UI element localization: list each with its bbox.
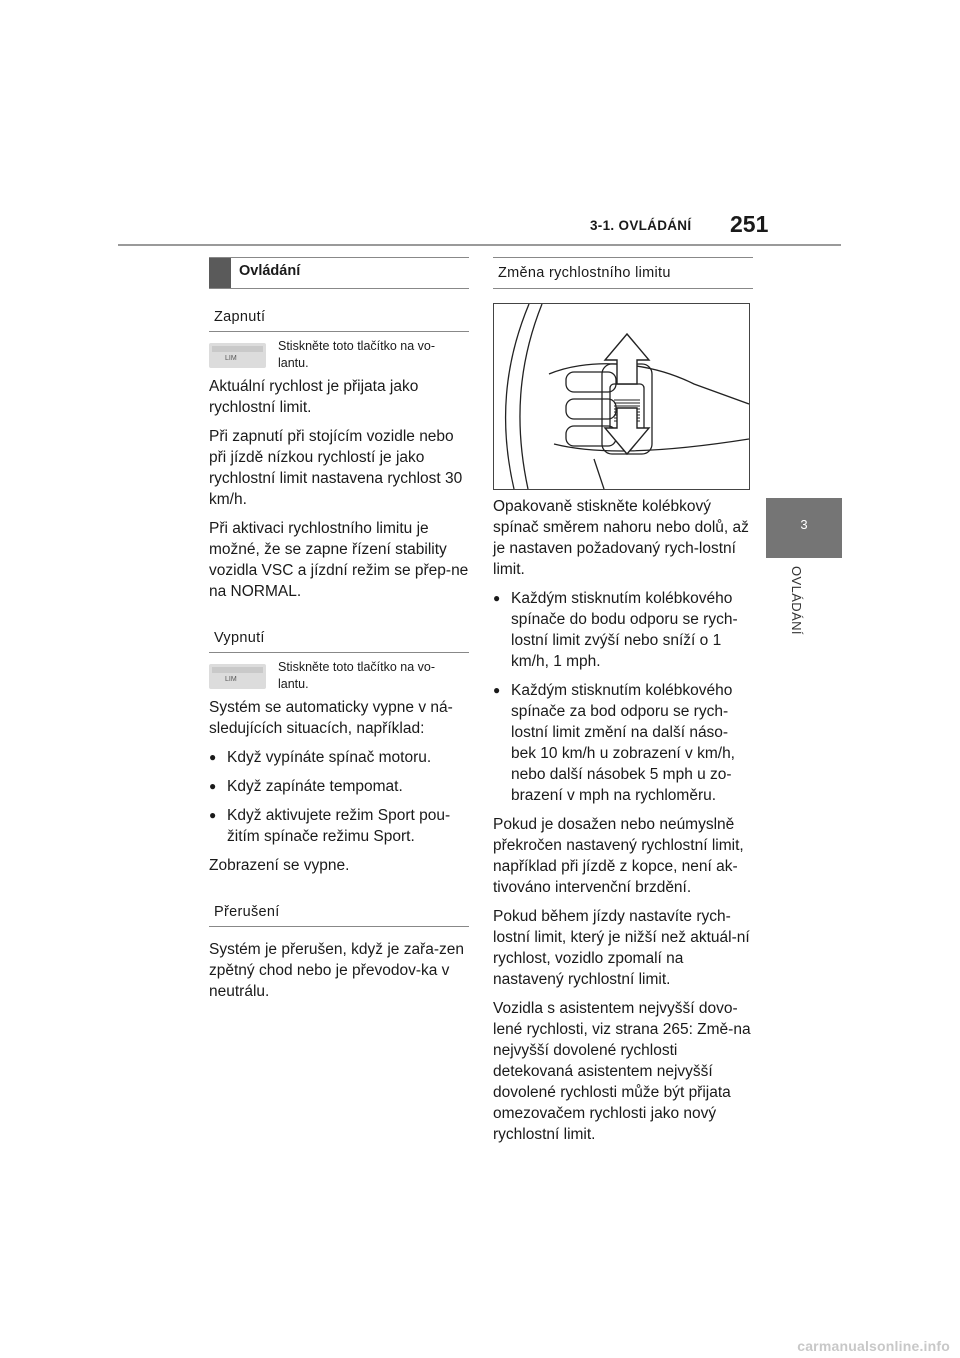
paragraph: Pokud během jízdy nastavíte rych-lostní limit, který je nižší než aktuál-ní rychlost, vozidlo zpomalí na nastavený rychlostní limit. xyxy=(493,908,750,988)
paragraph: Systém je přerušen, když je zařa-zen zpětný chod nebo je převodov-ka v neutrálu. xyxy=(209,941,464,1000)
section-marker xyxy=(209,258,231,288)
subheading-zmena: Změna rychlostního limitu xyxy=(493,257,753,289)
wheel-rim-outline xyxy=(506,304,529,489)
bullet-item: ● Když zapínáte tempomat. xyxy=(209,776,469,797)
header-divider xyxy=(118,244,841,246)
arrow-up-icon xyxy=(605,334,649,384)
section-header: 3-1. OVLÁDÁNÍ xyxy=(590,218,692,233)
section-title-bar xyxy=(209,257,469,289)
lim-button-icon: LIM xyxy=(209,343,266,368)
bullet-item: ● Když vypínáte spínač motoru. xyxy=(209,747,469,768)
subheading-vypnuti: Vypnutí xyxy=(209,624,469,653)
bullet-item: ● Každým stisknutím kolébkového spínače za bod odporu se rych-lostní limit změní na další náso-bek 10 km/h u zobrazení v km/h, nebo další násobek 5 mph u zo-brazení v mph na rychloměru. xyxy=(493,680,753,806)
bullet-item: ● Když aktivujete režim Sport pou-žitím spínače režimu Sport. xyxy=(209,805,469,847)
button-upper xyxy=(566,372,616,392)
bullet-list xyxy=(493,588,753,806)
page-number: 251 xyxy=(730,211,769,237)
lim-button-icon: LIM xyxy=(209,664,266,689)
wheel-rim-inner xyxy=(520,304,542,489)
rocker-switch-illustration xyxy=(494,304,749,489)
left-column xyxy=(209,257,469,1002)
paragraph: Při zapnutí při stojícím vozidle nebo při jízdě nízkou rychlostí je jako rychlostní limit nastavena rychlost 30 km/h. xyxy=(209,428,463,508)
bullet-item: ● Každým stisknutím kolébkového spínače do bodu odporu se rych-lostní limit zvýší nebo sníží o 1 km/h, 1 mph. xyxy=(493,588,753,672)
paragraph: Při aktivaci rychlostního limitu je možné, že se zapne řízení stability vozidla VSC a jízdní režim se přep-ne na NORMAL. xyxy=(209,520,469,600)
paragraph: Pokud je dosažen nebo neúmyslně překročen nastavený rychlostní limit, například při jízdě z kopce, není ak-tivováno intervenční brzdění. xyxy=(493,816,744,896)
lim-button-row xyxy=(209,338,469,372)
subheading-zapnuti: Zapnutí xyxy=(209,303,469,332)
subheading-preruseni: Přerušení xyxy=(209,898,469,927)
paragraph: Vozidla s asistentem nejvyšší dovo-lené rychlosti, viz strana 265: Změ-na nejvyšší dovolené rychlosti detekovaná asistentem nejvyšší dovolené rychlosti může být přijata omezovačem rychlosti jako nový rychlostní limit. xyxy=(493,1000,751,1143)
button-note: Stiskněte toto tlačítko na vo-lantu. xyxy=(278,339,436,370)
watermark: carmanualsonline.info xyxy=(797,1338,950,1354)
right-column xyxy=(493,257,753,1145)
paragraph: Aktuální rychlost je přijata jako rychlostní limit. xyxy=(209,378,419,416)
bullet-list xyxy=(209,747,469,847)
chapter-number: 3 xyxy=(800,517,808,532)
button-middle xyxy=(566,399,616,419)
arrow-down-icon xyxy=(605,408,649,454)
button-note: Stiskněte toto tlačítko na vo-lantu. xyxy=(278,660,436,691)
section-title: Ovládání xyxy=(239,263,301,279)
chapter-label: OVLÁDÁNÍ xyxy=(789,566,804,635)
lim-button-row xyxy=(209,659,469,693)
paragraph: Zobrazení se vypne. xyxy=(209,857,350,874)
steering-wheel-figure xyxy=(493,303,750,490)
paragraph: Opakovaně stiskněte kolébkový spínač směrem nahoru nebo dolů, až je nastaven požadovaný rych-lostní limit. xyxy=(493,498,749,578)
paragraph: Systém se automaticky vypne v ná-sledujících situacích, například: xyxy=(209,699,453,737)
